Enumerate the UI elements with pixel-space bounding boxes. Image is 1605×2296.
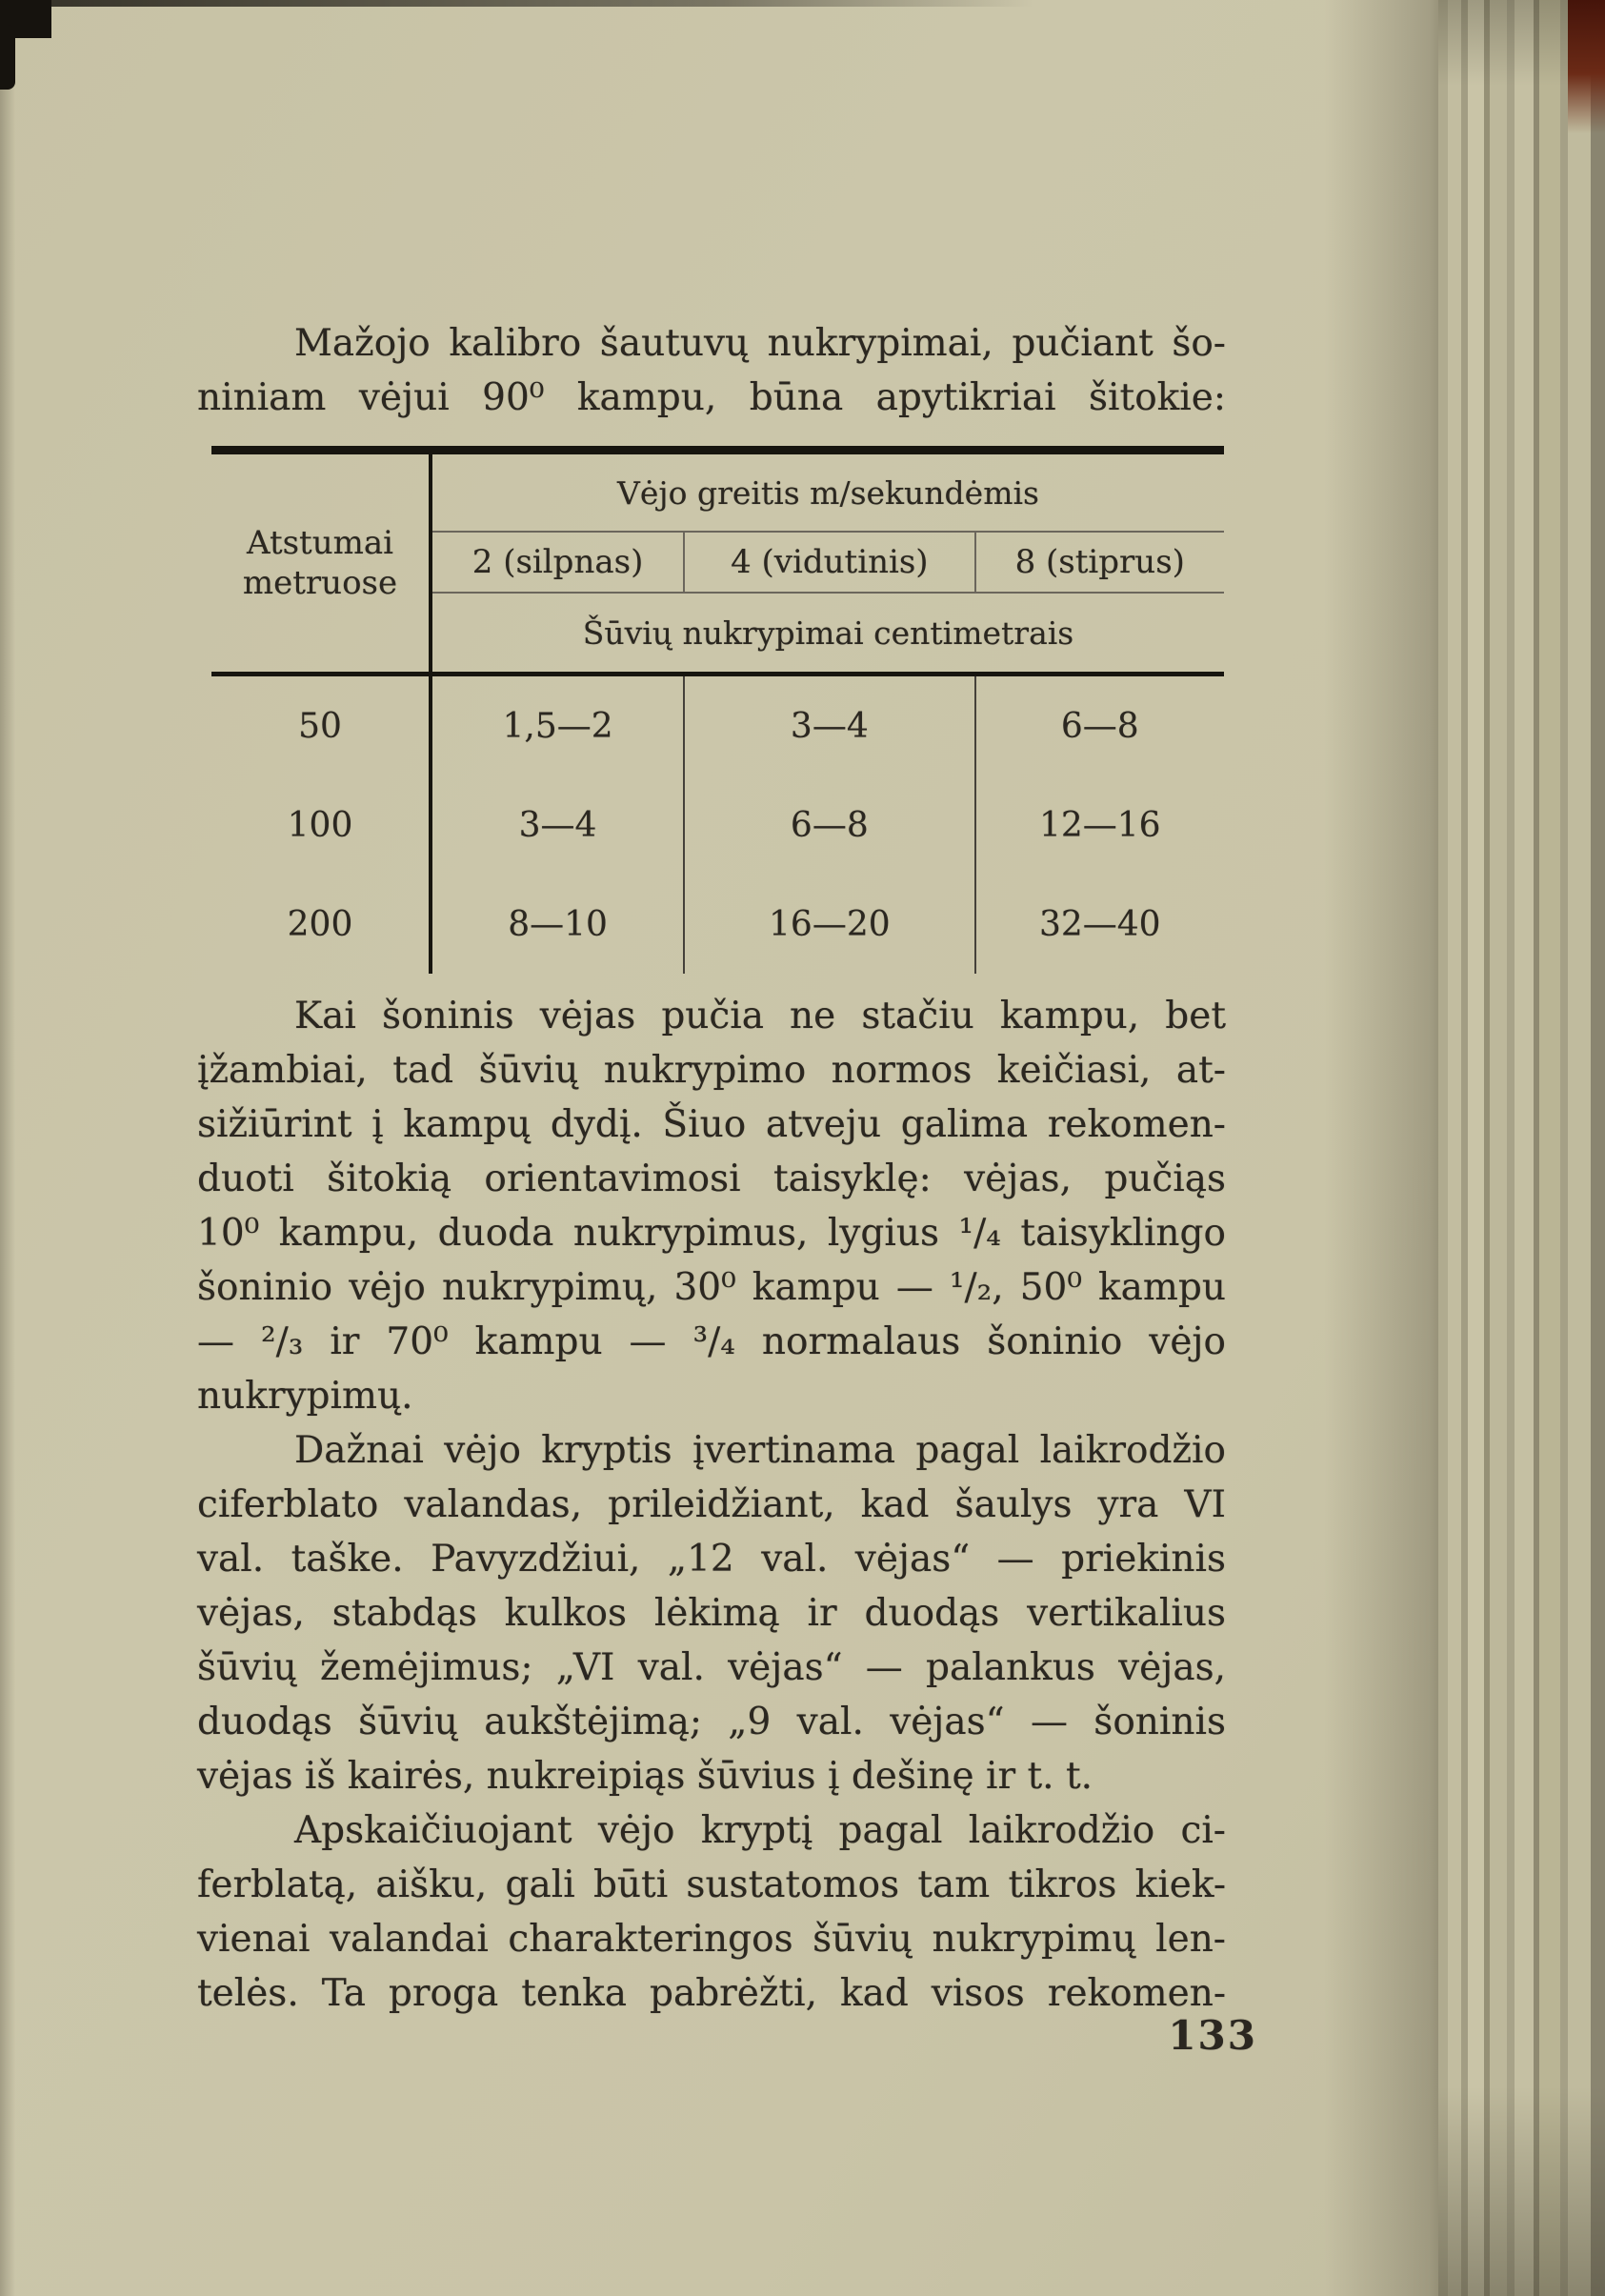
text-line: duodąs šūvių aukštėjimą; „9 val. vėjas“ — šoninis	[197, 1701, 1226, 1743]
left-edge-shadow	[0, 0, 15, 2296]
left-scan-artifact	[0, 25, 15, 90]
text-line: sižiūrint į kampų dydį. Šiuo atveju galima rekomen-	[197, 1103, 1226, 1146]
value-cell: 3—4	[431, 775, 684, 875]
page-curve-shadow	[1324, 0, 1438, 2296]
text-line: ciferblato valandas, prileidžiant, kad šaulys yra VI	[197, 1483, 1226, 1526]
table-header-windspeed: Vėjo greitis m/sekundėmis	[431, 451, 1224, 533]
book-cover-edge	[1568, 0, 1605, 133]
text-line: vienai valandai charakteringos šūvių nukrypimų len-	[197, 1918, 1226, 1961]
text-line: šūvių žemėjimus; „VI val. vėjas“ — palankus vėjas,	[197, 1646, 1226, 1689]
text-line: nukrypimų.	[197, 1375, 413, 1418]
distance-cell: 50	[211, 675, 431, 776]
text-line: Apskaičiuojant vėjo kryptį pagal laikrodžio ci-	[294, 1809, 1226, 1852]
text-line: duoti šitokią orientavimosi taisyklę: vėjas, pučiąs	[197, 1158, 1226, 1200]
value-cell: 6—8	[684, 775, 974, 875]
text-line: — ²/₃ ir 70⁰ kampu — ³/₄ normalaus šoninio vėjo	[197, 1320, 1226, 1363]
value-cell: 12—16	[1038, 805, 1161, 845]
value-cell: 32—40	[1038, 904, 1161, 944]
table-subheader-weak: 2 (silpnas)	[431, 532, 684, 593]
page-number: 133	[1168, 2012, 1257, 2059]
text-line: 10⁰ kampu, duoda nukrypimus, lygius ¹/₄ taisyklingo	[197, 1212, 1226, 1255]
table-row	[211, 775, 1224, 875]
intro-paragraph	[197, 316, 1226, 425]
text-line: telės. Ta proga tenka pabrėžti, kad visos rekomen-	[197, 1972, 1226, 2015]
table-header-distance: Atstumai metruose	[211, 451, 431, 675]
distance-cell: 200	[211, 875, 431, 974]
text-line: vėjas, stabdąs kulkos lėkimą ir duodąs vertikalius	[197, 1592, 1226, 1635]
text-line: Mažojo kalibro šautuvų nukrypimai, pučiant šo-	[294, 322, 1226, 365]
text-line: įžambiai, tad šūvių nukrypimo normos keičiasi, at-	[197, 1049, 1226, 1092]
value-cell: 16—20	[684, 875, 974, 974]
text-line: vėjas iš kairės, nukreipiąs šūvius į dešinę ir t. t.	[197, 1755, 1093, 1798]
book-page-edges	[1438, 0, 1605, 2296]
text-line: ferblatą, aišku, gali būti sustatomos tam tikros kiek-	[197, 1863, 1226, 1906]
table-header-deviation: Šūvių nukrypimai centimetrais	[431, 593, 1224, 675]
table-row	[211, 675, 1224, 776]
text-line: niniam vėjui 90⁰ kampu, būna apytikriai šitokie:	[197, 376, 1226, 419]
text-line: šoninio vėjo nukrypimų, 30⁰ kampu — ¹/₂, 50⁰ kampu	[197, 1266, 1226, 1309]
text-line: Kai šoninis vėjas pučia ne stačiu kampu, bet	[294, 995, 1226, 1037]
value-cell: 3—4	[684, 675, 974, 776]
top-edge-artifact	[0, 0, 1033, 7]
page-edges-bottom-shadow	[1438, 2086, 1605, 2296]
distance-cell: 100	[211, 775, 431, 875]
table-subheader-strong: 8 (stiprus)	[975, 532, 1224, 593]
wind-deviation-table	[211, 446, 1224, 974]
value-cell: 1,5—2	[431, 675, 684, 776]
table-row	[211, 875, 1224, 974]
value-cell: 6—8	[1060, 706, 1139, 746]
text-line: Dažnai vėjo kryptis įvertinama pagal laikrodžio	[294, 1429, 1226, 1472]
table-subheader-medium: 4 (vidutinis)	[684, 532, 974, 593]
body-text	[197, 989, 1226, 2021]
text-line: val. taške. Pavyzdžiui, „12 val. vėjas“ — priekinis	[197, 1538, 1226, 1581]
value-cell: 8—10	[431, 875, 684, 974]
